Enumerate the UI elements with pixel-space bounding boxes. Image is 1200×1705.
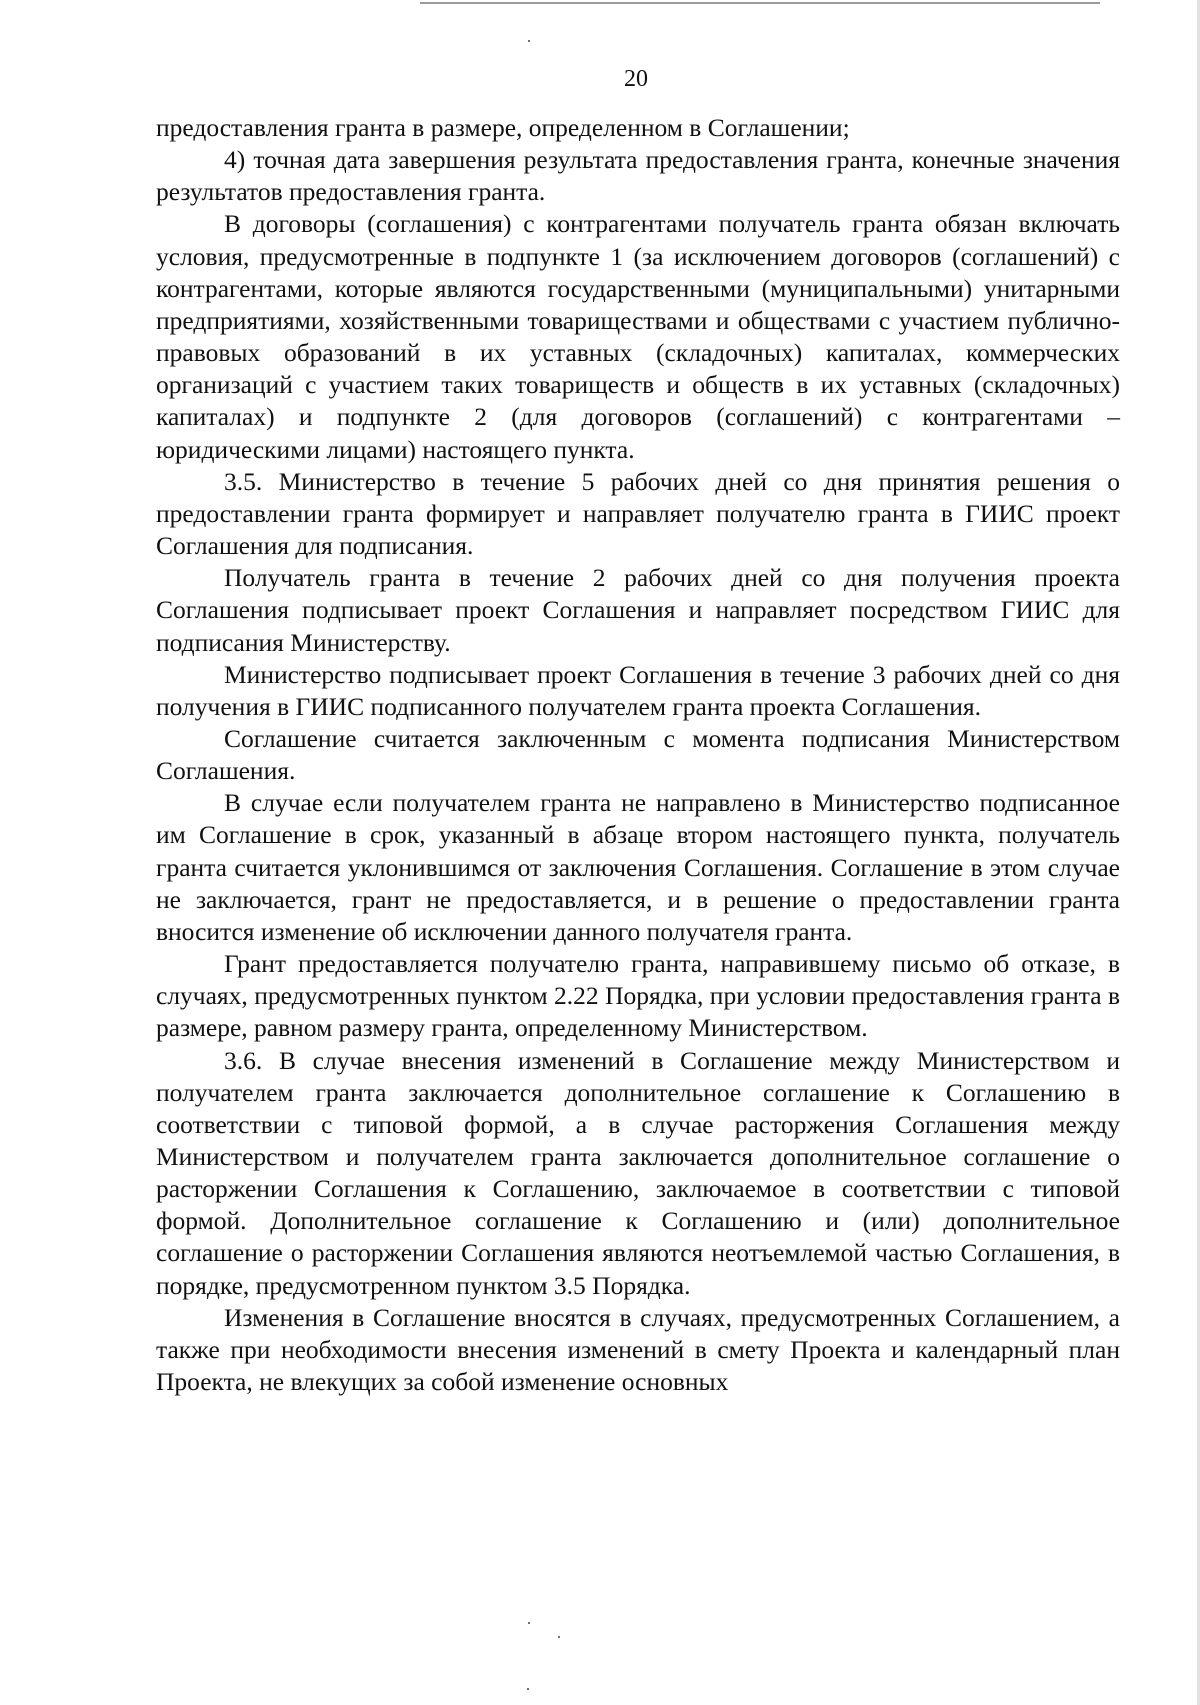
scan-speck <box>558 1636 560 1638</box>
paragraph: В случае если получателем гранта не направлено в Министерство подписанное им Соглашение в срок, указанный в абзаце втором настоящего пункта, получатель гранта считается уклонившимся от заключения Соглашения. Соглашение в этом случае не заключается, грант не предоставляется, и в решение о предоставлении гранта вносится изменение об исключении данного получателя гранта. <box>156 788 1120 946</box>
scan-speck <box>527 1688 529 1690</box>
paragraph: Соглашение считается заключенным с момента подписания Министерством Соглашения. <box>156 723 1120 786</box>
paragraph: 3.6. В случае внесения изменений в Соглашение между Министерством и получателем гранта заключается дополнительное соглашение к Соглашению в соответствии с типовой формой, а в случае расторжения Соглашения между Министерством и получателем гранта заключается дополнительное соглашение о расторжении Соглашения к Соглашению, заключаемое в соответствии с типовой формой. Дополнительное соглашение к Соглашению и (или) дополнительное соглашение о расторжении Соглашения являются неотъемлемой частью Соглашения, в порядке, предусмотренном пунктом 3.5 Порядка. <box>156 1045 1120 1300</box>
paragraph: Получатель гранта в течение 2 рабочих дней со дня получения проекта Соглашения подписывает проект Соглашения и направляет посредством ГИИС для подписания Министерству. <box>156 563 1120 657</box>
scan-edge-line <box>420 2 1100 4</box>
scan-speck <box>528 1622 530 1624</box>
scan-speck <box>528 40 530 42</box>
page-number: 20 <box>624 66 648 92</box>
document-body <box>156 112 1120 1398</box>
paragraph: В договоры (соглашения) с контрагентами получатель гранта обязан включать условия, предусмотренные в подпункте 1 (за исключением договоров (соглашений) с контрагентами, которые являются государственными (муниципальными) унитарными предприятиями, хозяйственными товариществами и обществами с участием публично-правовых образований в их уставных (складочных) капиталах, коммерческих организаций с участием таких товариществ и обществ в их уставных (складочных) капиталах) и подпункте 2 (для договоров (соглашений) с контрагентами – юридическими лицами) настоящего пункта. <box>156 209 1120 464</box>
paragraph: 3.5. Министерство в течение 5 рабочих дней со дня принятия решения о предоставлении гранта формирует и направляет получателю гранта в ГИИС проект Соглашения для подписания. <box>156 466 1120 561</box>
paragraph: Изменения в Соглашение вносятся в случаях, предусмотренных Соглашением, а также при необходимости внесения изменений в смету Проекта и календарный план Проекта, не влекущих за собой изменение основных <box>156 1302 1120 1397</box>
paragraph: Грант предоставляется получателю гранта, направившему письмо об отказе, в случаях, предусмотренных пунктом 2.22 Порядка, при условии предоставления гранта в размере, равном размеру гранта, определенному Министерством. <box>156 949 1120 1043</box>
paragraph: 4) точная дата завершения результата предоставления гранта, конечные значения результатов предоставления гранта. <box>156 145 1120 207</box>
paragraph: Министерство подписывает проект Соглашения в течение 3 рабочих дней со дня получения в ГИИС подписанного получателем гранта проекта Соглашения. <box>156 659 1120 721</box>
paragraph: предоставления гранта в размере, определенном в Соглашении; <box>156 113 850 142</box>
